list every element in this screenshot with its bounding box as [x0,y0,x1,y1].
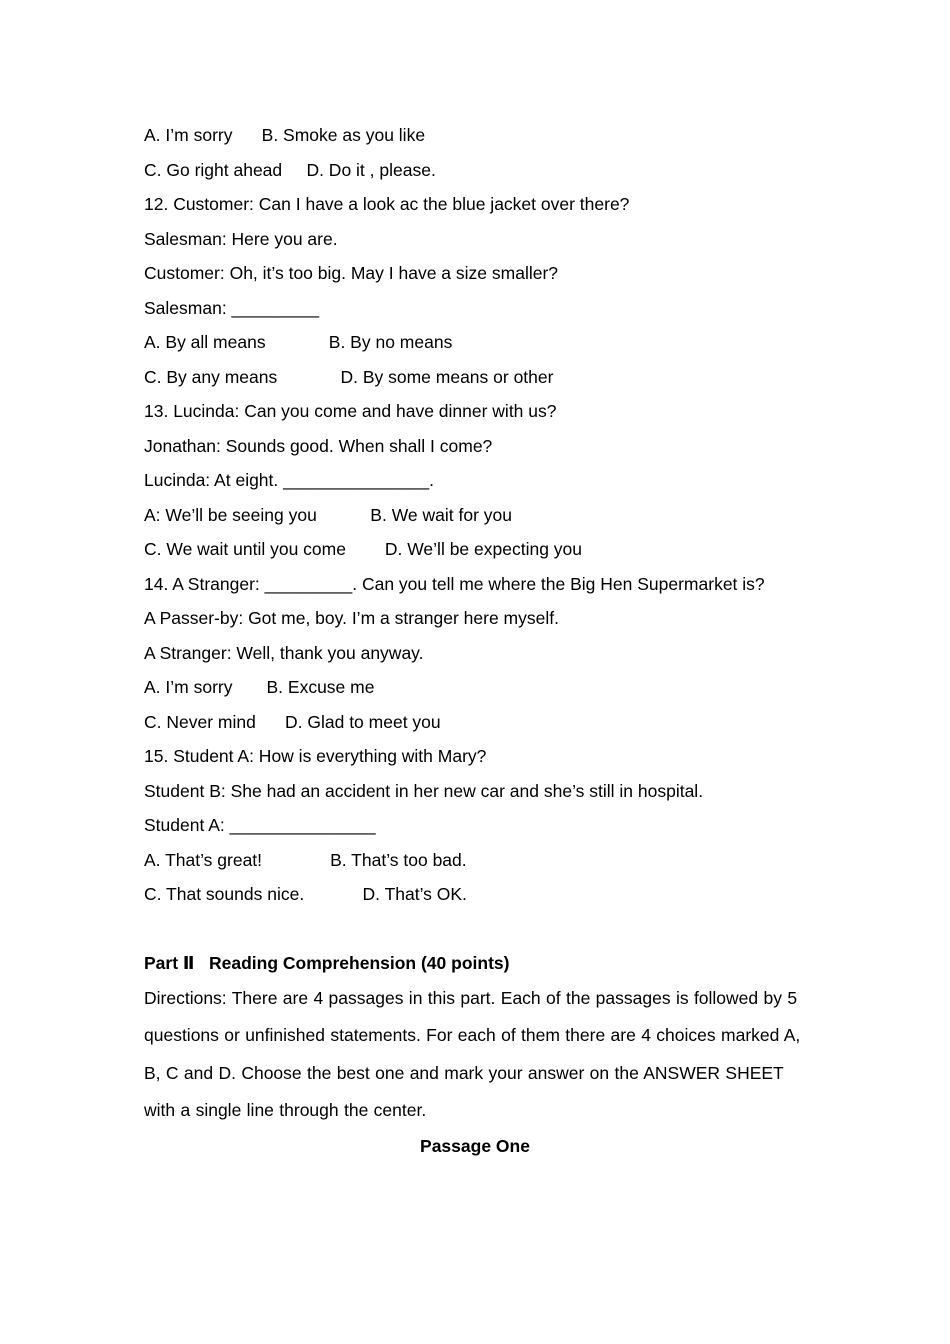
text-line: 13. Lucinda: Can you come and have dinner with us? [144,401,557,421]
text-line: 15. Student A: How is everything with Mary? [144,746,487,766]
text-line: C. Never mind D. Glad to meet you [144,711,441,732]
passage-title [0,1129,950,1164]
text-line: Lucinda: At eight. _______________. [144,470,434,490]
question-lines [144,118,816,912]
text-line: C. We wait until you come D. We’ll be expecting you [144,539,583,559]
text-line: A. By all means B. By no means [144,332,453,352]
text-line: 14. A Stranger: _________. Can you tell me where the Big Hen Supermarket is? [144,573,765,594]
text-line: A: We’ll be seeing you B. We wait for you [144,504,512,525]
text-line: A. I’m sorry B. Excuse me [144,677,375,697]
passage-title-text: Passage One [420,1136,530,1157]
text-line: Customer: Oh, it’s too big. May I have a size smaller? [144,263,559,283]
text-line: A. I’m sorry B. Smoke as you like [144,125,426,145]
page-content [144,118,816,1164]
text-line: Jonathan: Sounds good. When shall I come? [144,435,493,456]
text-line: A Passer-by: Got me, boy. I’m a stranger here myself. [144,608,559,628]
text-line: Student A: _______________ [144,815,376,835]
part-heading: Part Ⅱ Reading Comprehension (40 points) [144,952,510,973]
text-line: A Stranger: Well, thank you anyway. [144,642,424,663]
text-line: C. That sounds nice. D. That’s OK. [144,884,467,904]
text-line: Salesman: _________ [144,297,320,318]
text-line: C. By any means D. By some means or other [144,366,554,387]
text-line: A. That’s great! B. That’s too bad. [144,849,467,870]
text-line: 12. Customer: Can I have a look ac the blue jacket over there? [144,194,630,214]
text-line: C. Go right ahead D. Do it , please. [144,159,436,180]
section-gap [144,912,816,946]
text-line: Student B: She had an accident in her new car and she’s still in hospital. [144,780,704,801]
text-line: Salesman: Here you are. [144,228,338,249]
directions-paragraph: Directions: There are 4 passages in this part. Each of the passages is followed by 5 questions or unfinished statements. For each of them there are 4 choices marked A, B, C and D. Choose the best one and mark your answer on the ANSWER SHEET with a single line through the center. [144,988,801,1120]
